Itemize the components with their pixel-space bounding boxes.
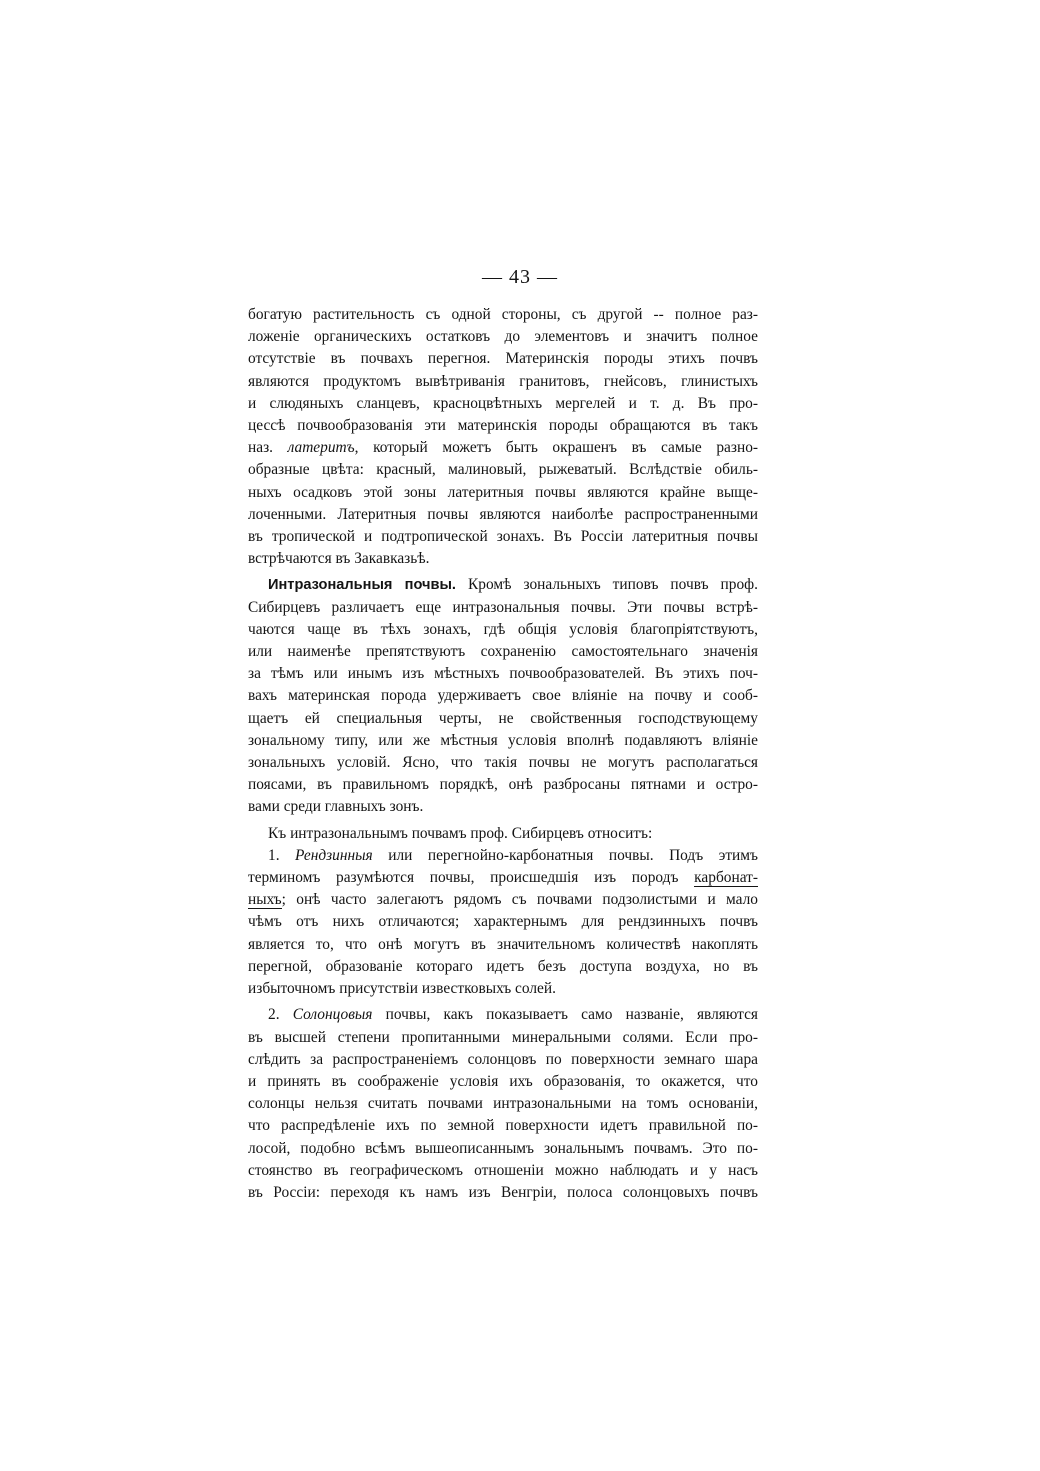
text-line: Къ интразональнымъ почвамъ проф. Сибирцевъ относитъ:: [268, 824, 653, 842]
text-line: образные цвѣта: красный, малиновый, рыжеватый. Вслѣдствіе обиль-: [248, 461, 758, 479]
text-run: Кромѣ зональныхъ типовъ почвъ проф.: [455, 576, 758, 594]
text-line: что распредѣленіе ихъ по земной поверхности идетъ правильной по-: [248, 1117, 758, 1135]
text-line: [248, 437, 758, 459]
text-run: ; онѣ часто залегаютъ рядомъ съ почвами подзолистыми и мало: [281, 891, 758, 909]
page-number: — 43 —: [482, 266, 558, 288]
text-line: и слюдяныхъ сланцевъ, красноцвѣтныхъ мергелей и т. д. Въ про-: [248, 394, 758, 412]
italic-term: Солонцовыя: [292, 1006, 373, 1024]
underlined-word: карбонат-: [694, 869, 758, 887]
text-run: терминомъ разумѣются почвы, происшедшія изъ породъ: [248, 869, 695, 887]
text-line: отсутствіе въ почвахъ перегноя. Материнскія породы этихъ почвъ: [248, 350, 758, 368]
text-line: и принять въ соображеніе условія ихъ образованія, то окажется, что: [248, 1072, 758, 1090]
text-line: избыточномъ присутствіи известковыхъ солей.: [248, 980, 556, 998]
text-line: въ тропической и подтропической зонахъ. Въ Россіи латеритныя почвы: [248, 528, 758, 546]
italic-term: латеритъ: [287, 439, 355, 457]
text-line: за тѣмъ или инымъ изъ мѣстныхъ почвообразователей. Въ этихъ поч-: [248, 665, 758, 683]
text-line: лоченными. Латеритныя почвы являются наиболѣе распространенными: [248, 505, 758, 523]
text-line: въ Россіи: переходя къ намъ изъ Венгріи, полоса солонцовыхъ почвъ: [248, 1183, 758, 1201]
text-line: лосой, подобно всѣмъ вышеописаннымъ зональнымъ почвамъ. Это по-: [248, 1139, 758, 1157]
paragraph-intrazonal: [248, 574, 758, 818]
text-line: [248, 845, 758, 867]
text-line: Сибирцевъ различаетъ еще интразональныя почвы. Эти почвы встрѣ-: [248, 598, 758, 616]
text-line: чаются чаще въ тѣхъ зонахъ, гдѣ общія условія благопріятствуютъ,: [248, 620, 758, 638]
text-run: , который можетъ быть окрашенъ въ самые разно-: [354, 439, 759, 457]
text-line: или наименѣе препятствуютъ сохраненію самостоятельнаго значенія: [248, 643, 758, 661]
text-line: богатую растительность съ одной стороны, съ другой -- полное раз-: [248, 306, 758, 323]
text-line: чѣмъ отъ нихъ отличаются; характернымъ для рендзинныхъ почвъ: [248, 913, 758, 931]
text-line: ложеніе органическихъ остатковъ до элементовъ и значитъ полное: [248, 328, 758, 346]
text-line: [248, 889, 758, 911]
text-line: въ высшей степени пропитанными минеральными солями. Если про-: [248, 1028, 758, 1046]
italic-term: Рендзинныя: [295, 846, 373, 864]
text-line: вами среди главныхъ зонъ.: [248, 798, 424, 816]
text-line: поясами, въ правильномъ порядкѣ, онѣ разбросаны пятнами и остро-: [248, 776, 758, 794]
list-number: 2.: [268, 1006, 293, 1024]
text-line: зональному типу, или же мѣстныя условія вполнѣ подавляютъ вліяніе: [248, 731, 758, 749]
text-line: стоянство въ географическомъ отношеніи можно наблюдать и у насъ: [248, 1161, 758, 1179]
text-line: слѣдить за распространеніемъ солонцовъ по поверхности земнаго шара: [248, 1050, 758, 1068]
text-line: встрѣчаются въ Закавказьѣ.: [248, 550, 430, 568]
text-run: почвы, какъ показываетъ само названіе, являются: [372, 1006, 759, 1024]
paragraph-list-intro: [248, 823, 758, 845]
section-heading: Интразональныя почвы.: [268, 577, 456, 594]
text-line: являются продуктомъ вывѣтриванія гранитовъ, гнейсовъ, глинистыхъ: [248, 372, 758, 390]
text-line: является то, что онѣ могутъ въ значительномъ количествѣ накоплять: [248, 935, 758, 953]
text-line: [248, 867, 758, 889]
text-line: вахъ материнская порода удерживаетъ свое вліяніе на почву и сооб-: [248, 687, 758, 705]
text-column: [248, 304, 758, 1204]
text-line: [248, 1004, 758, 1026]
text-run: наз.: [248, 439, 288, 457]
text-line: цессѣ почвообразованія эти материнскія породы обращаются въ такъ: [248, 417, 758, 435]
text-line: ныхъ осадковъ этой зоны латеритныя почвы являются крайне выщe-: [248, 483, 758, 501]
underlined-word: ныхъ: [248, 891, 282, 909]
text-line: зональныхъ условій. Ясно, что такія почвы не могутъ располагаться: [248, 754, 758, 772]
paragraph-rendzina: [248, 845, 758, 1000]
paragraph-laterite: [248, 304, 758, 570]
text-line: солонцы нельзя считать почвами интразональными на томъ основаніи,: [248, 1095, 758, 1113]
list-number: 1.: [268, 846, 296, 864]
text-line: [248, 574, 758, 596]
paragraph-solonetz: [248, 1004, 758, 1204]
text-run: или перегнойно-карбонатныя почвы. Подъ этимъ: [372, 846, 758, 864]
text-line: щаетъ ей специальныя черты, не свойственныя господствующему: [248, 709, 758, 727]
text-line: перегной, образованіе котораго идетъ безъ доступа воздуха, но въ: [248, 957, 758, 975]
